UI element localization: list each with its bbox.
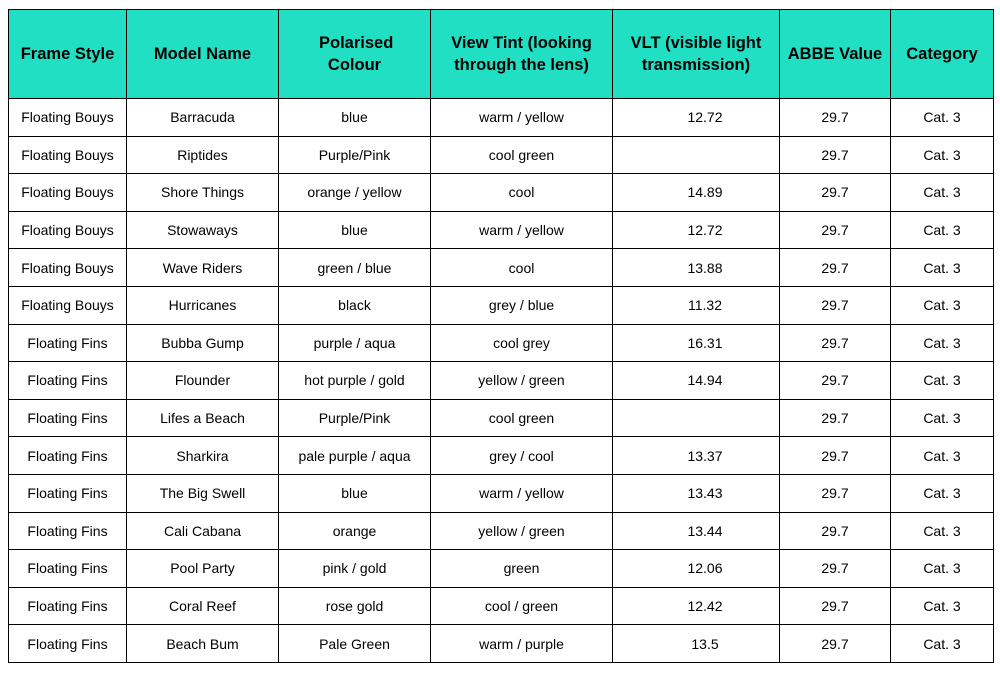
frame-style-cell: Floating Bouys — [9, 99, 127, 137]
vlt-cell: 13.44 — [613, 512, 780, 550]
abbe-value-cell: 29.7 — [780, 174, 891, 212]
vlt-cell: 14.89 — [613, 174, 780, 212]
polarised-colour-cell: black — [279, 286, 431, 324]
model-name-cell: Pool Party — [127, 550, 279, 588]
vlt-cell: 13.5 — [613, 625, 780, 663]
abbe-value-cell: 29.7 — [780, 587, 891, 625]
header-polarised-colour: Polarised Colour — [279, 10, 431, 99]
abbe-value-cell: 29.7 — [780, 474, 891, 512]
frame-style-cell: Floating Fins — [9, 437, 127, 475]
frame-style-cell: Floating Fins — [9, 362, 127, 400]
table-row — [9, 550, 994, 588]
table-row — [9, 625, 994, 663]
table-row — [9, 324, 994, 362]
category-cell: Cat. 3 — [891, 286, 994, 324]
category-cell: Cat. 3 — [891, 324, 994, 362]
model-name-cell: Flounder — [127, 362, 279, 400]
model-name-cell: Coral Reef — [127, 587, 279, 625]
view-tint-cell: cool — [431, 249, 613, 287]
polarised-colour-cell: pink / gold — [279, 550, 431, 588]
frame-style-cell: Floating Fins — [9, 550, 127, 588]
table-row — [9, 399, 994, 437]
table-row — [9, 211, 994, 249]
table-row — [9, 474, 994, 512]
table-row — [9, 437, 994, 475]
abbe-value-cell: 29.7 — [780, 211, 891, 249]
frame-style-cell: Floating Fins — [9, 587, 127, 625]
view-tint-cell: green — [431, 550, 613, 588]
table-row — [9, 286, 994, 324]
abbe-value-cell: 29.7 — [780, 399, 891, 437]
model-name-cell: Sharkira — [127, 437, 279, 475]
view-tint-cell: grey / blue — [431, 286, 613, 324]
frame-style-cell: Floating Bouys — [9, 174, 127, 212]
frame-style-cell: Floating Fins — [9, 474, 127, 512]
abbe-value-cell: 29.7 — [780, 324, 891, 362]
polarised-colour-cell: Purple/Pink — [279, 399, 431, 437]
polarised-colour-cell: hot purple / gold — [279, 362, 431, 400]
view-tint-cell: grey / cool — [431, 437, 613, 475]
table-body — [9, 99, 994, 663]
view-tint-cell: cool / green — [431, 587, 613, 625]
view-tint-cell: cool green — [431, 136, 613, 174]
model-name-cell: Hurricanes — [127, 286, 279, 324]
header-frame-style: Frame Style — [9, 10, 127, 99]
vlt-cell: 14.94 — [613, 362, 780, 400]
header-abbe-value: ABBE Value — [780, 10, 891, 99]
frame-style-cell: Floating Bouys — [9, 249, 127, 287]
polarised-colour-cell: blue — [279, 99, 431, 137]
frame-style-cell: Floating Fins — [9, 512, 127, 550]
view-tint-cell: cool green — [431, 399, 613, 437]
polarised-colour-cell: green / blue — [279, 249, 431, 287]
polarised-colour-cell: orange — [279, 512, 431, 550]
category-cell: Cat. 3 — [891, 625, 994, 663]
polarised-colour-cell: rose gold — [279, 587, 431, 625]
category-cell: Cat. 3 — [891, 399, 994, 437]
category-cell: Cat. 3 — [891, 211, 994, 249]
model-name-cell: The Big Swell — [127, 474, 279, 512]
vlt-cell: 12.06 — [613, 550, 780, 588]
frame-style-cell: Floating Bouys — [9, 286, 127, 324]
category-cell: Cat. 3 — [891, 512, 994, 550]
vlt-cell: 13.88 — [613, 249, 780, 287]
abbe-value-cell: 29.7 — [780, 625, 891, 663]
view-tint-cell: cool grey — [431, 324, 613, 362]
header-category: Category — [891, 10, 994, 99]
lens-specs-table — [8, 9, 994, 663]
model-name-cell: Wave Riders — [127, 249, 279, 287]
category-cell: Cat. 3 — [891, 587, 994, 625]
view-tint-cell: warm / yellow — [431, 474, 613, 512]
table-row — [9, 362, 994, 400]
table-row — [9, 174, 994, 212]
vlt-cell — [613, 399, 780, 437]
table-row — [9, 136, 994, 174]
category-cell: Cat. 3 — [891, 99, 994, 137]
frame-style-cell: Floating Fins — [9, 324, 127, 362]
polarised-colour-cell: pale purple / aqua — [279, 437, 431, 475]
abbe-value-cell: 29.7 — [780, 249, 891, 287]
table-row — [9, 512, 994, 550]
model-name-cell: Cali Cabana — [127, 512, 279, 550]
polarised-colour-cell: blue — [279, 474, 431, 512]
view-tint-cell: warm / yellow — [431, 211, 613, 249]
header-model-name: Model Name — [127, 10, 279, 99]
abbe-value-cell: 29.7 — [780, 286, 891, 324]
model-name-cell: Bubba Gump — [127, 324, 279, 362]
model-name-cell: Shore Things — [127, 174, 279, 212]
category-cell: Cat. 3 — [891, 550, 994, 588]
vlt-cell: 11.32 — [613, 286, 780, 324]
polarised-colour-cell: Pale Green — [279, 625, 431, 663]
view-tint-cell: yellow / green — [431, 512, 613, 550]
model-name-cell: Beach Bum — [127, 625, 279, 663]
frame-style-cell: Floating Fins — [9, 399, 127, 437]
polarised-colour-cell: orange / yellow — [279, 174, 431, 212]
polarised-colour-cell: Purple/Pink — [279, 136, 431, 174]
frame-style-cell: Floating Fins — [9, 625, 127, 663]
category-cell: Cat. 3 — [891, 249, 994, 287]
category-cell: Cat. 3 — [891, 437, 994, 475]
model-name-cell: Riptides — [127, 136, 279, 174]
abbe-value-cell: 29.7 — [780, 99, 891, 137]
view-tint-cell: cool — [431, 174, 613, 212]
view-tint-cell: yellow / green — [431, 362, 613, 400]
abbe-value-cell: 29.7 — [780, 550, 891, 588]
header-view-tint: View Tint (looking through the lens) — [431, 10, 613, 99]
view-tint-cell: warm / yellow — [431, 99, 613, 137]
model-name-cell: Barracuda — [127, 99, 279, 137]
vlt-cell: 12.72 — [613, 99, 780, 137]
header-vlt: VLT (visible light transmission) — [613, 10, 780, 99]
category-cell: Cat. 3 — [891, 136, 994, 174]
table-row — [9, 99, 994, 137]
category-cell: Cat. 3 — [891, 362, 994, 400]
category-cell: Cat. 3 — [891, 174, 994, 212]
header-row — [9, 10, 994, 99]
vlt-cell: 13.43 — [613, 474, 780, 512]
polarised-colour-cell: blue — [279, 211, 431, 249]
frame-style-cell: Floating Bouys — [9, 136, 127, 174]
abbe-value-cell: 29.7 — [780, 512, 891, 550]
vlt-cell: 12.42 — [613, 587, 780, 625]
vlt-cell: 16.31 — [613, 324, 780, 362]
model-name-cell: Lifes a Beach — [127, 399, 279, 437]
polarised-colour-cell: purple / aqua — [279, 324, 431, 362]
model-name-cell: Stowaways — [127, 211, 279, 249]
frame-style-cell: Floating Bouys — [9, 211, 127, 249]
table-row — [9, 249, 994, 287]
category-cell: Cat. 3 — [891, 474, 994, 512]
view-tint-cell: warm / purple — [431, 625, 613, 663]
table-row — [9, 587, 994, 625]
vlt-cell: 12.72 — [613, 211, 780, 249]
abbe-value-cell: 29.7 — [780, 136, 891, 174]
vlt-cell: 13.37 — [613, 437, 780, 475]
abbe-value-cell: 29.7 — [780, 362, 891, 400]
abbe-value-cell: 29.7 — [780, 437, 891, 475]
vlt-cell — [613, 136, 780, 174]
